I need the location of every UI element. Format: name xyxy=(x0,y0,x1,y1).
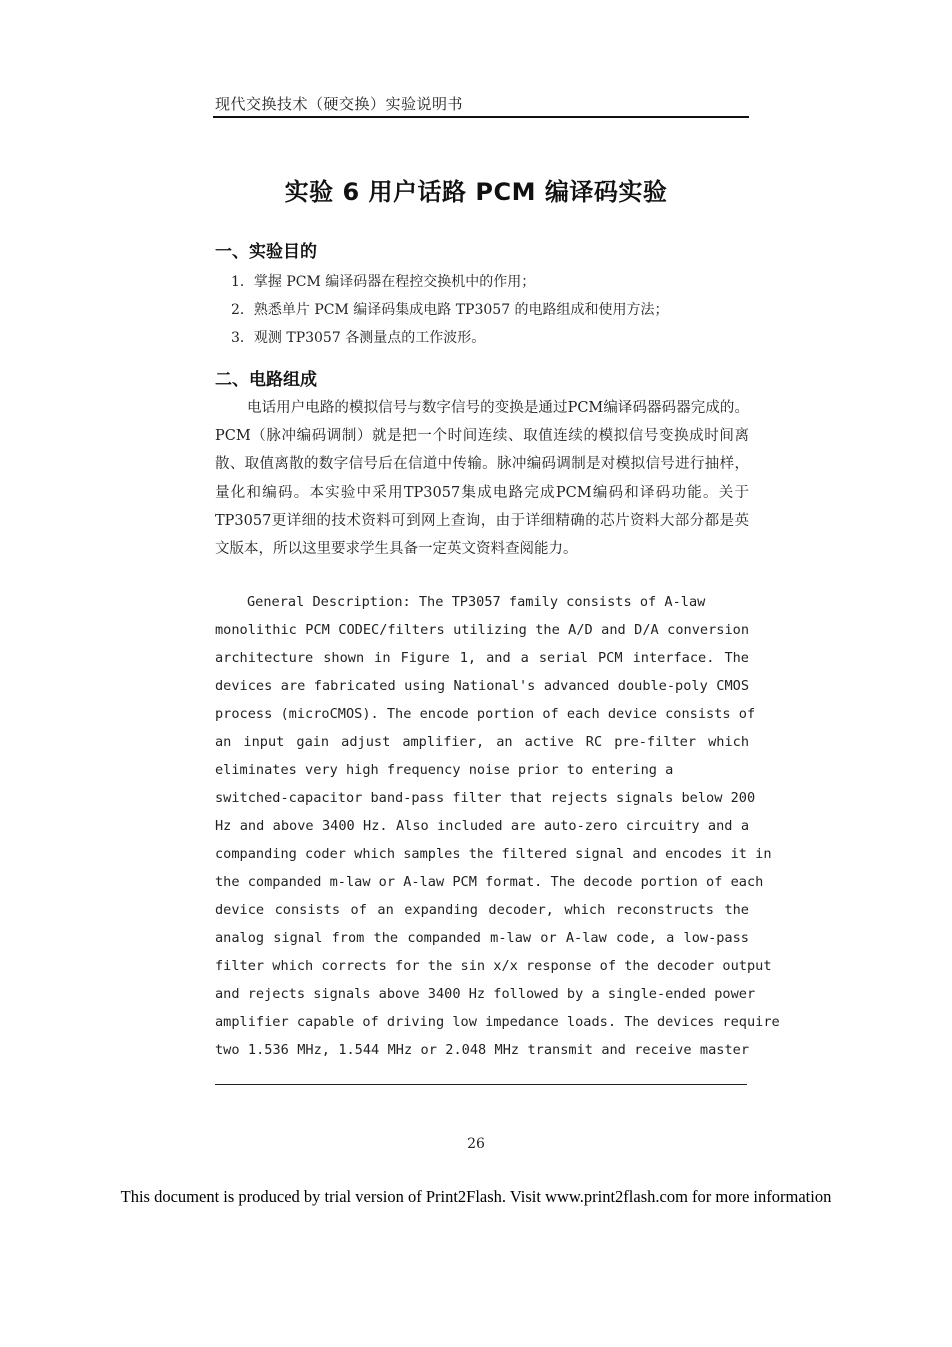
english-line: companding coder which samples the filtered signal and encodes it in xyxy=(215,846,772,862)
list-item: 2．熟悉单片 PCM 编译码集成电路 TP3057 的电路组成和使用方法； xyxy=(231,302,669,318)
english-line: device consists of an expanding decoder, which reconstructs the xyxy=(215,902,749,918)
list-item: 1．掌握 PCM 编译码器在程控交换机中的作用； xyxy=(231,274,536,290)
english-line: the companded m-law or A-law PCM format. The decode portion of each xyxy=(215,874,764,890)
english-line: analog signal from the companded m-law or A-law code, a low-pass xyxy=(215,930,749,946)
english-line: switched-capacitor band-pass filter that rejects signals below 200 xyxy=(215,790,756,806)
section-heading-objectives: 一、实验目的 xyxy=(215,242,317,262)
english-line: Hz and above 3400 Hz. Also included are auto-zero circuitry and a xyxy=(215,818,749,834)
header-rule xyxy=(213,116,749,118)
english-line: amplifier capable of driving low impedance loads. The devices require xyxy=(215,1014,780,1030)
chinese-paragraph: 电话用户电路的模拟信号与数字信号的变换是通过PCM编译码器码器完成的。PCM（脉冲编码调制）就是把一个时间连续、取值连续的模拟信号变换成时间离散、取值离散的数字信号后在信道中传输。脉冲编码调制是对模拟信号进行抽样，量化和编码。本实验中采用TP3057集成电路完成PCM编码和译码功能。关于TP3057更详细的技术资料可到网上查询，由于详细精确的芯片资料大部分都是英文版本，所以这里要求学生具备一定英文资料查阅能力。 xyxy=(215,400,749,558)
english-paragraph xyxy=(215,588,780,1064)
english-line: General Description: The TP3057 family consists of A-law xyxy=(247,594,706,610)
list-item: 3．观测 TP3057 各测量点的工作波形。 xyxy=(231,330,486,346)
english-line: filter which corrects for the sin x/x response of the decoder output xyxy=(215,958,772,974)
section-heading-circuit: 二、电路组成 xyxy=(215,370,317,390)
english-line: and rejects signals above 3400 Hz followed by a single-ended power xyxy=(215,986,756,1002)
english-line: architecture shown in Figure 1, and a serial PCM interface. The xyxy=(215,650,749,666)
page-title: 实验 6 用户话路 PCM 编译码实验 xyxy=(284,178,668,206)
english-line: eliminates very high frequency noise prior to entering a xyxy=(215,762,674,778)
english-line: monolithic PCM CODEC/filters utilizing the A/D and D/A conversion xyxy=(215,622,749,638)
english-line: process (microCMOS). The encode portion of each device consists of xyxy=(215,706,756,722)
page-number: 26 xyxy=(467,1136,485,1152)
english-line: devices are fabricated using National's advanced double-poly CMOS xyxy=(215,678,749,694)
trial-watermark: This document is produced by trial version of Print2Flash. Visit www.print2flash.com for more information xyxy=(120,1187,832,1206)
running-header: 现代交换技术（硬交换）实验说明书 xyxy=(215,95,464,113)
english-line: two 1.536 MHz, 1.544 MHz or 2.048 MHz transmit and receive master xyxy=(215,1042,749,1058)
english-line: an input gain adjust amplifier, an active RC pre-filter which xyxy=(215,734,749,750)
objectives-list xyxy=(231,268,669,352)
footer-rule xyxy=(215,1084,747,1085)
